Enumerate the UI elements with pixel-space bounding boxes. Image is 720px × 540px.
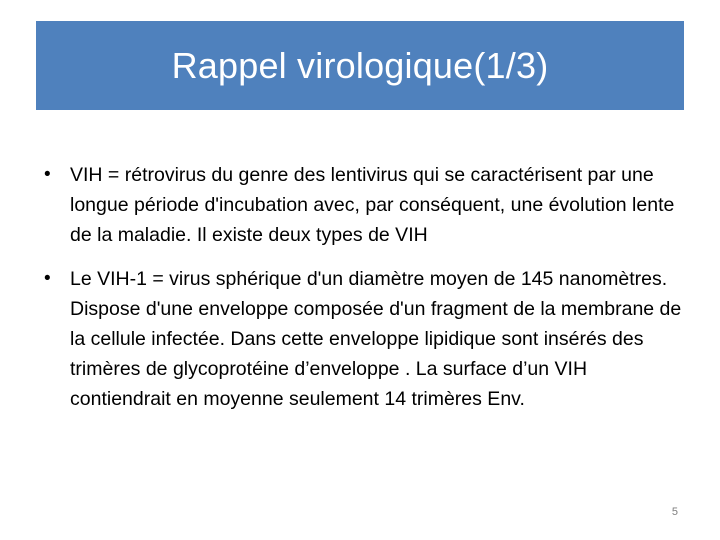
bullet-text: VIH = rétrovirus du genre des lentivirus qui se caractérisent par une longue période d'incubation avec, par conséquent, une évolution lente de la maladie. Il existe deux types de VIH xyxy=(70,164,675,246)
bullet-item xyxy=(36,160,684,250)
bullet-item xyxy=(36,264,684,414)
page-number: 5 xyxy=(671,506,678,518)
slide-body xyxy=(36,160,684,428)
bullet-text: Le VIH-1 = virus sphérique d'un diamètre moyen de 145 nanomètres. Dispose d'une enveloppe composée d'un fragment de la membrane de la cellule infectée. Dans cette enveloppe lipidique sont insérés des trimères de glycoprotéine d’enveloppe . La surface d’un VIH contiendrait en moyenne seulement 14 trimères Env. xyxy=(70,268,682,410)
bullet-icon: • xyxy=(44,268,51,289)
slide-title: Rappel virologique(1/3) xyxy=(171,44,549,86)
bullet-icon: • xyxy=(44,164,51,185)
title-bar xyxy=(36,21,684,110)
